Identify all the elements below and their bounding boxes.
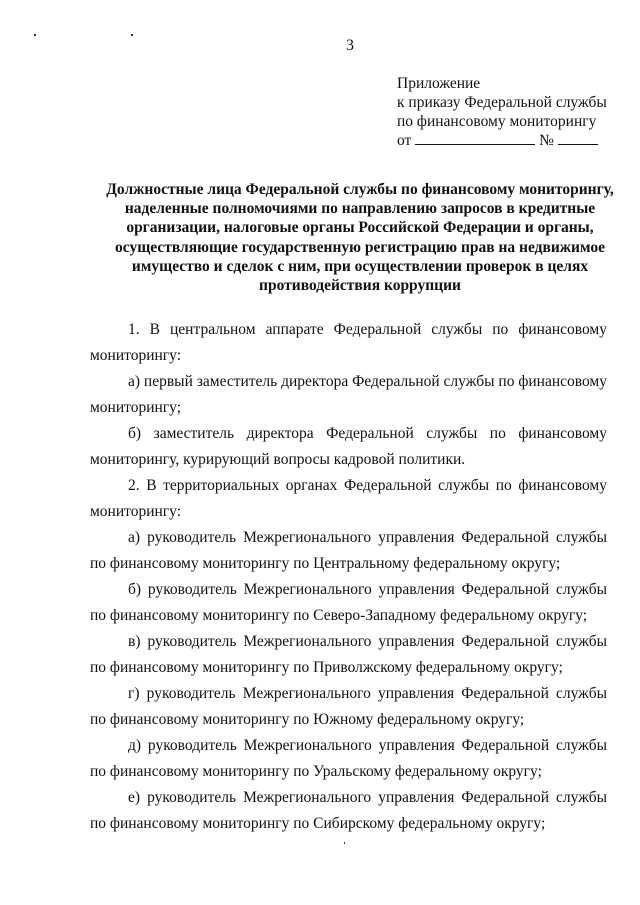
list-item: е) руководитель Межрегионального управления Федеральной службы по финансовому мониторингу по Сибирскому федеральному округу;: [90, 789, 607, 832]
date-blank: [415, 131, 535, 145]
list-item: д) руководитель Межрегионального управления Федеральной службы по финансовому мониторингу по Уральскому федеральному округу;: [90, 737, 607, 780]
annex-date-number-line: [397, 131, 607, 150]
annex-number-label: №: [539, 132, 554, 149]
list-item: а) первый заместитель директора Федеральной службы по финансовому мониторингу;: [90, 373, 607, 416]
document-body: [90, 317, 607, 837]
scan-speck: [344, 842, 345, 844]
document-title: [60, 180, 640, 295]
title-line: наделенные полномочиями по направлению запросов в кредитные: [124, 200, 596, 218]
title-line: осуществляющие государственную регистрацию прав на недвижимое: [115, 238, 605, 256]
list-item: г) руководитель Межрегионального управления Федеральной службы по финансовому мониторингу по Южному федеральному округу;: [90, 685, 607, 728]
scan-speck: [131, 34, 133, 36]
title-line: Должностные лица Федеральной службы по финансовому мониторингу,: [106, 181, 614, 198]
scan-speck: [34, 34, 36, 36]
section-heading: 1. В центральном аппарате Федеральной службы по финансовому мониторингу:: [90, 321, 607, 364]
list-item: в) руководитель Межрегионального управления Федеральной службы по финансовому мониторингу по Приволжскому федеральному округу;: [90, 633, 607, 676]
annex-line: к приказу Федеральной службы: [397, 94, 607, 111]
title-line: противодействия коррупции: [259, 277, 461, 295]
list-item: б) руководитель Межрегионального управления Федеральной службы по финансовому мониторингу по Северо-Западному федеральному округу;: [90, 581, 607, 624]
annex-from-label: от: [397, 132, 412, 149]
title-line: организации, налоговые органы Российской Федерации и органы,: [126, 219, 594, 237]
number-blank: [558, 131, 598, 145]
list-item: б) заместитель директора Федеральной службы по финансовому мониторингу, курирующий вопросы кадровой политики.: [90, 425, 607, 468]
title-line: имущество и сделок с ним, при осуществлении проверок в целях: [131, 257, 589, 275]
annex-block: [397, 74, 607, 150]
section-heading: 2. В территориальных органах Федеральной службы по финансовому мониторингу:: [90, 477, 607, 520]
list-item: а) руководитель Межрегионального управления Федеральной службы по финансовому мониторингу по Центральному федеральному округу;: [90, 529, 607, 572]
annex-line: по финансовому мониторингу: [397, 113, 597, 130]
annex-line: Приложение: [397, 75, 481, 92]
page-number: 3: [346, 37, 354, 54]
